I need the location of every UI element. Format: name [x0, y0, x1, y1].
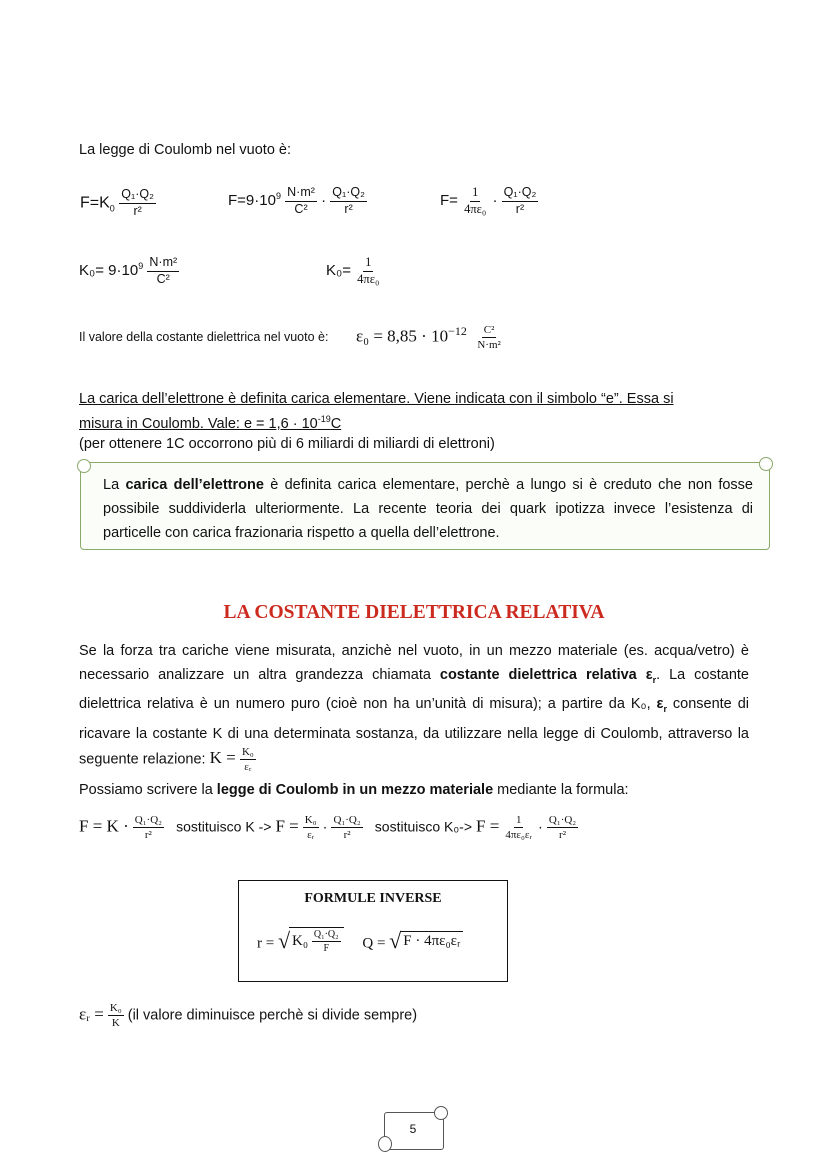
elementary-line-3: (per ottenere 1C occorrono più di 6 miliardi di miliardi di elettroni): [79, 435, 495, 452]
elementary-line-2: misura in Coulomb. Vale: $e = 1,6 \cdot 10^{-19}C$: [79, 414, 342, 432]
page-number: 5: [409, 1122, 417, 1136]
relative-paragraph: Se la forza tra cariche viene misurata, anzichè nel vuoto, in un mezzo materiale (es. acqua/vetro) è necessario analizzare un altra grandezza chiamata costante dielettrica relativa $\varepsilon_r$. La costante dielettrica relativa è un numero puro (cioè non ha un’unità di misura); a partire da K₀, $\varepsilon_r$ consente di ricavare la costante K di una determinata sostanza, da utilizzare nella legge di Coulomb, attraverso la seguente relazione: K = $\frac{\text{K₀}}{\text{εᵣ}}$: [79, 643, 749, 774]
scroll-curl-icon: [759, 457, 773, 471]
epsilon0-label: Il valore della costante dielettrica nel vuoto è:: [79, 330, 329, 344]
coulomb-formula-k0: $F=K_0$ $\frac{\text{Q₁·Q₂}}{\text{r²}}$: [80, 187, 154, 218]
scroll-curl-icon: [434, 1106, 448, 1120]
intro-text: La legge di Coulomb nel vuoto è:: [79, 142, 292, 158]
elementary-charge-block: [79, 389, 749, 454]
epsilon0-value: $\varepsilon_0 = 8,85 \cdot 10^{-12}$ $\frac{\text{C²}}{\text{N·m²}}$: [356, 324, 501, 352]
elementary-line-1: La carica dell’elettrone è definita carica elementare. Viene indicata con il simbolo “e”. Essa si: [79, 391, 674, 407]
epsr-note: (il valore diminuisce perchè si divide sempre): [127, 1007, 418, 1024]
medium-intro: Possiamo scrivere la legge di Coulomb in un mezzo materiale mediante la formula:: [79, 782, 629, 798]
k0-epsilon-formula: K₀= $\frac{1}{\text{4πε₀}}$: [326, 255, 380, 286]
inverse-formulas-box: [238, 880, 508, 982]
epsr-formula: εᵣ = $\frac{\text{K₀}}{K}$ (il valore diminuisce perchè si divide sempre): [79, 1002, 418, 1030]
medium-formulas-row: F = K · $\frac{\text{Q₁·Q₂}}{\text{r²}}$ sostituisco K -> F = $\frac{\text{K₀}}{\text{εᵣ}}$ · $\frac{\text{Q₁·Q₂}}{\text{r²}}$ sostituisco K₀-> F = $\frac{1}{\text{4πε₀εᵣ}}$ · $\frac{\text{Q₁·Q₂}}{\text{r²}}$: [79, 814, 577, 842]
coulomb-formula-numeric: $F=9\cdot 10^9$ $\frac{\text{N·m²}}{\text{C²}}$ · $\frac{\text{Q₁·Q₂}}{\text{r²}}$: [228, 185, 365, 216]
scroll-note-box: [80, 462, 770, 550]
k0-value-formula: $K_0= 9\cdot 10^9$ $\frac{\text{N·m²}}{\text{C²}}$: [79, 255, 178, 286]
section-title: LA COSTANTE DIELETTRICA RELATIVA: [223, 602, 605, 623]
coulomb-formula-epsilon: F= $\frac{1}{\text{4πε₀}}$ · $\frac{\text{Q₁·Q₂}}{\text{r²}}$: [440, 185, 537, 216]
inverse-formulas-title: FORMULE INVERSE: [304, 891, 442, 906]
scroll-note-text: La carica dell’elettrone è definita carica elementare, perchè a lungo si è creduto che non fosse possibile suddividerla ulteriormente. La recente teoria dei quark ipotizza invece l’esistenza di particelle con carica frazionaria rispetto a quella dell’elettrone.: [103, 477, 753, 541]
inverse-formulas-row: r = √ K₀ $\frac{\text{Q₁·Q₂}}{F}$ Q = √ F · 4πε₀εᵣ: [257, 927, 463, 954]
page-number-scroll: [378, 1108, 448, 1152]
relation-formula: K = $\frac{\text{K₀}}{\text{εᵣ}}$: [209, 745, 254, 774]
scroll-curl-icon: [77, 459, 91, 473]
scroll-curl-icon: [378, 1136, 392, 1152]
